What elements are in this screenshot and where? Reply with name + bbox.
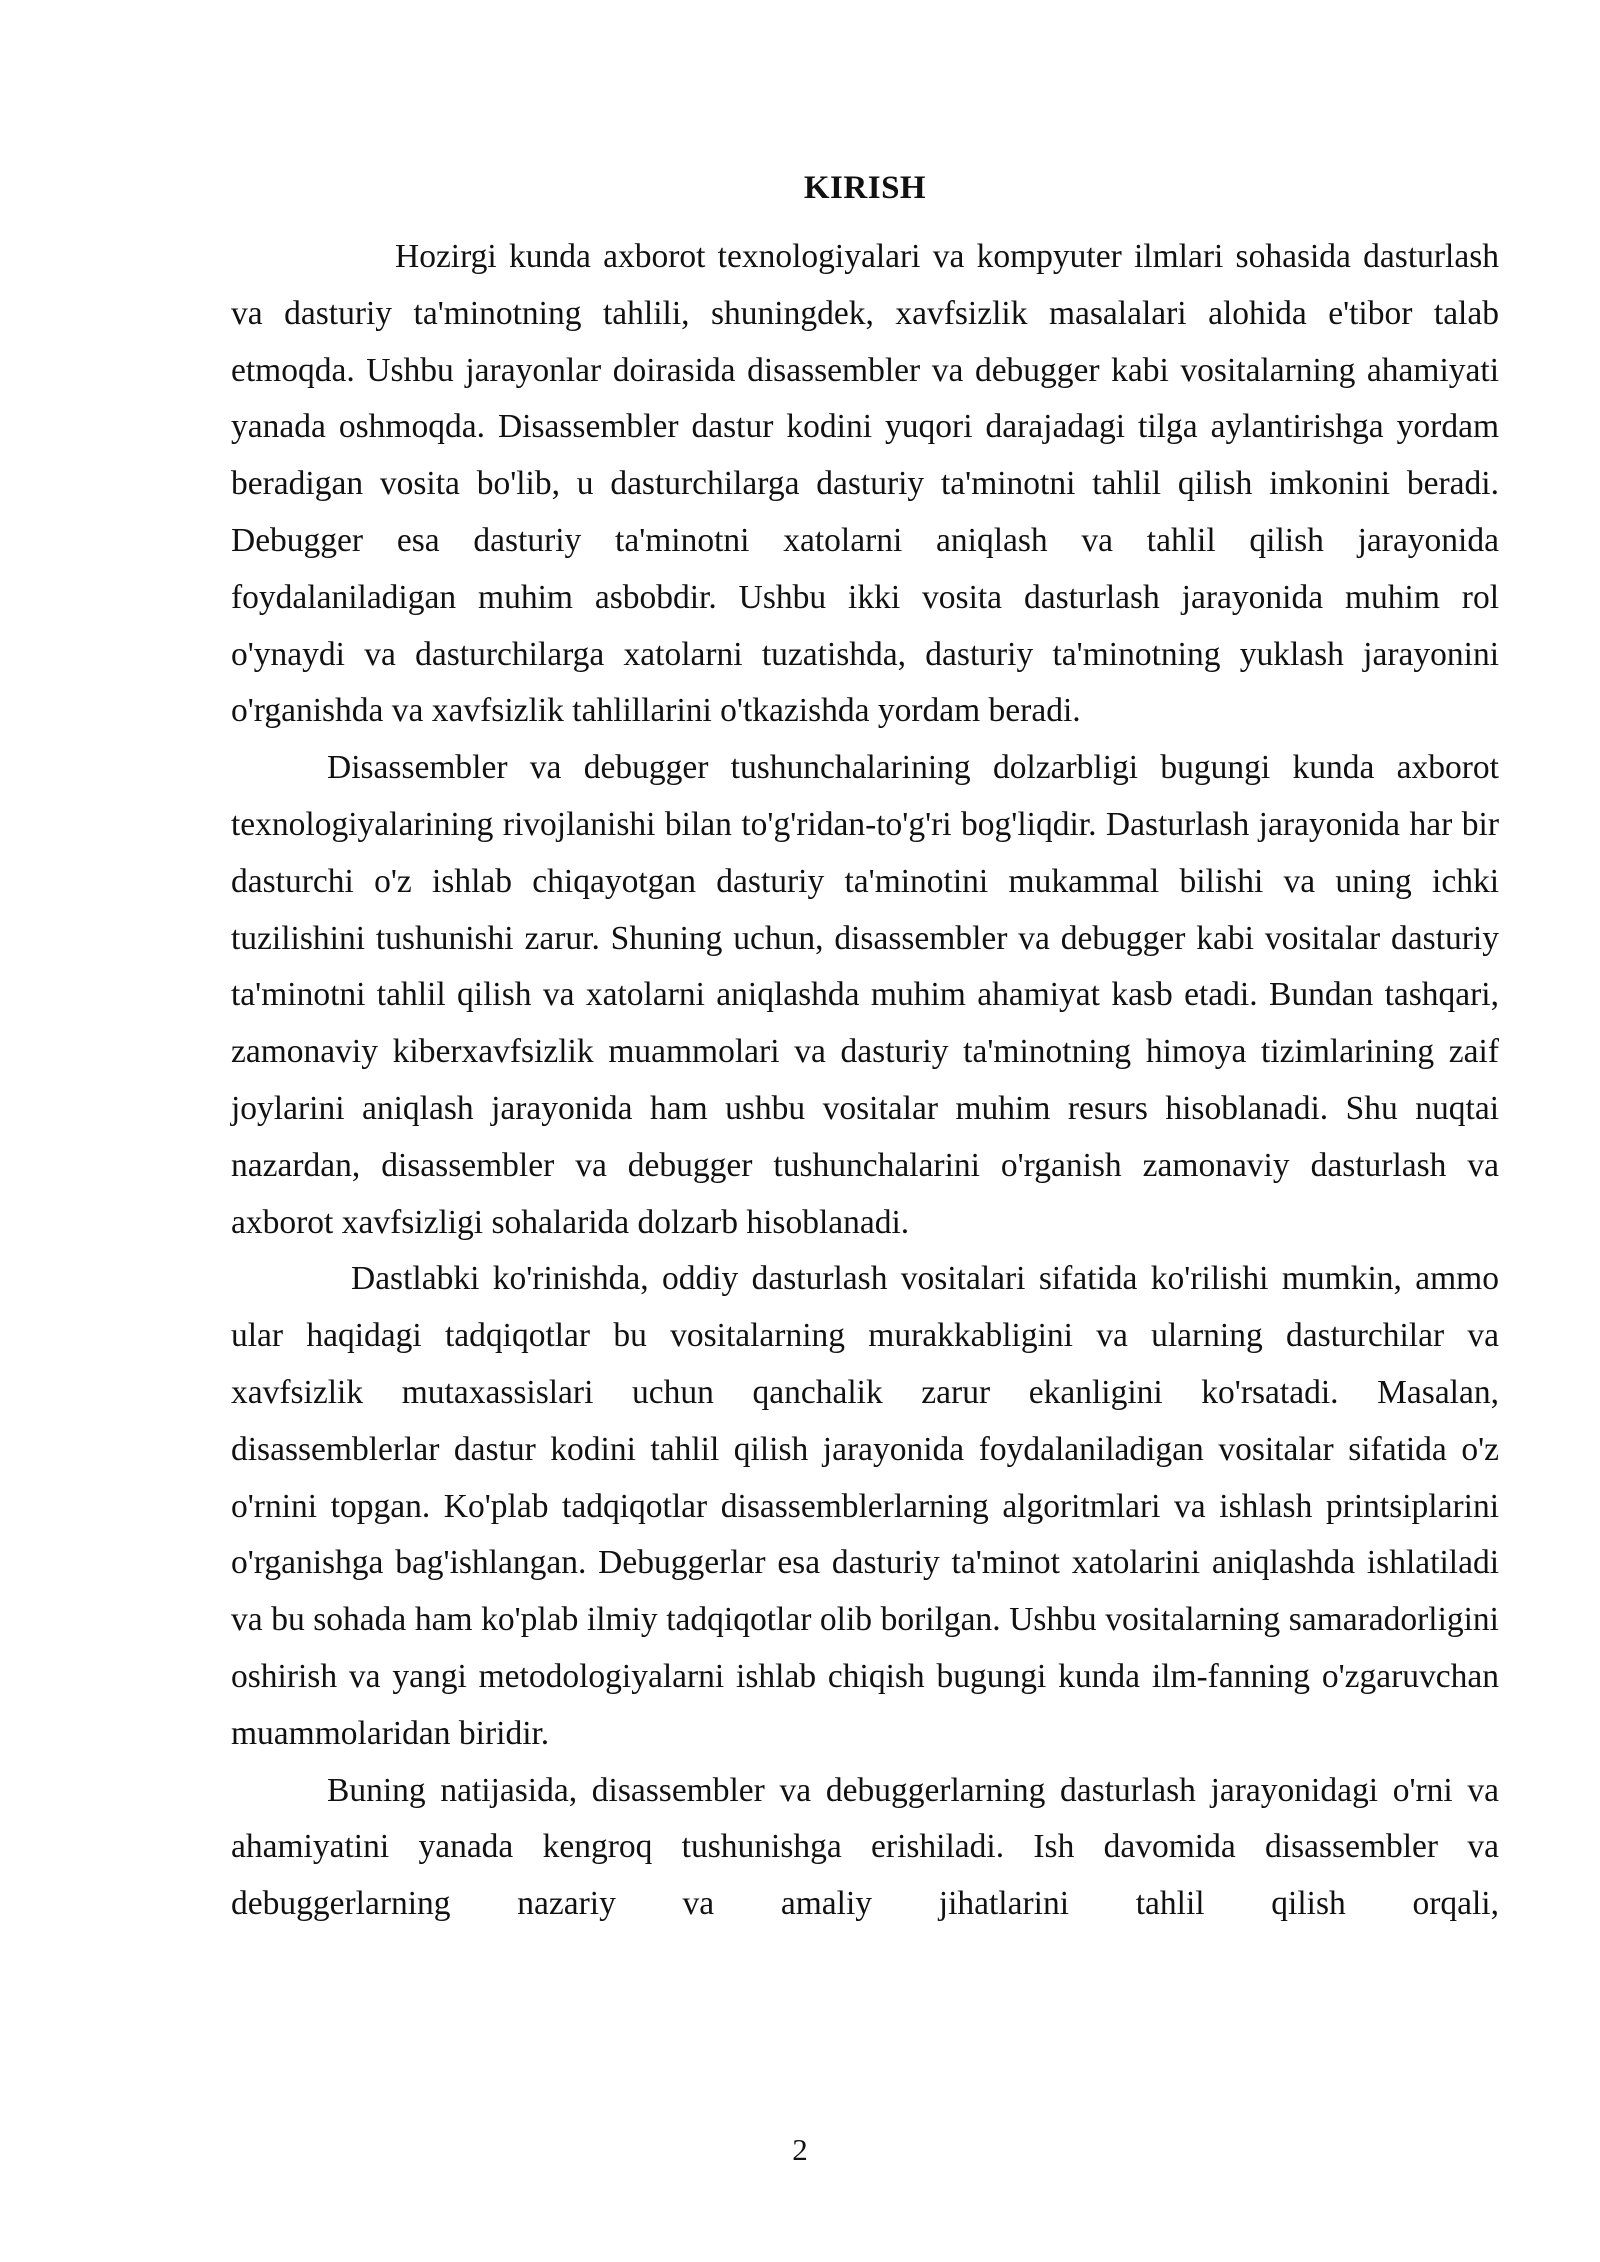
paragraph-conclusion: Buning natijasida, disassembler va debuggerlarning dasturlash jarayonidagi o'rni va ahamiyatini yanada kengroq tushunishga erishiladi. Ish davomida disassembler va debuggerlarning nazariy va amaliy jihatlarini tahlil qilish orqali, — [231, 1771, 1499, 1923]
page-content — [231, 160, 1499, 1933]
paragraph-research: Dastlabki ko'rinishda, oddiy dasturlash vositalari sifatida ko'rilishi mumkin, ammo ular haqidagi tadqiqotlar bu vositalarning murakkabligini va ularning dasturchilar va xavfsizlik mutaxassislari uchun qanchalik zarur ekanligini ko'rsatadi. Masalan, disassemblerlar dastur kodini tahlil qilish jarayonida foydalaniladigan vositalar sifatida o'z o'rnini topgan. Ko'plab tadqiqotlar disassemblerlarning algoritmlari va ishlash printsiplarini o'rganishga bag'ishlangan. Debuggerlar esa dasturiy ta'minot xatolarini aniqlashda ishlatiladi va bu sohada ham ko'plab ilmiy tadqiqotlar olib borilgan. Ushbu vositalarning samaradorligini oshirish va yangi metodologiyalarni ishlab chiqish bugungi kunda ilm-fanning o'zgaruvchan muammolaridan biridir. — [231, 1260, 1499, 1752]
paragraph-intro: Hozirgi kunda axborot texnologiyalari va kompyuter ilmlari sohasida dasturlash va dasturiy ta'minotning tahlili, shuningdek, xavfsizlik masalalari alohida e'tibor talab etmoqda. Ushbu jarayonlar doirasida disassembler va debugger kabi vositalarning ahamiyati yanada oshmoqda. Disassembler dastur kodini yuqori darajadagi tilga aylantirishga yordam beradigan vosita bo'lib, u dasturchilarga dasturiy ta'minotni tahlil qilish imkonini beradi. Debugger esa dasturiy ta'minotni xatolarni aniqlash va tahlil qilish jarayonida foydalaniladigan muhim asbobdir. Ushbu ikki vosita dasturlash jarayonida muhim rol o'ynaydi va dasturchilarga xatolarni tuzatishda, dasturiy ta'minotning yuklash jarayonini o'rganishda va xavfsizlik tahlillarini o'tkazishda yordam beradi. — [231, 238, 1499, 730]
page-title: KIRISH — [803, 170, 927, 206]
paragraph-relevance: Disassembler va debugger tushunchalarining dolzarbligi bugungi kunda axborot texnologiyalarining rivojlanishi bilan to'g'ridan-to'g'ri bog'liqdir. Dasturlash jarayonida har bir dasturchi o'z ishlab chiqayotgan dasturiy ta'minotini mukammal bilishi va uning ichki tuzilishini tushunishi zarur. Shuning uchun, disassembler va debugger kabi vositalar dasturiy ta'minotni tahlil qilish va xatolarni aniqlashda muhim ahamiyat kasb etadi. Bundan tashqari, zamonaviy kiberxavfsizlik muammolari va dasturiy ta'minotning himoya tizimlarining zaif joylarini aniqlash jarayonida ham ushbu vositalar muhim resurs hisoblanadi. Shu nuqtai nazardan, disassembler va debugger tushunchalarini o'rganish zamonaviy dasturlash va axborot xavfsizligi sohalarida dolzarb hisoblanadi. — [231, 749, 1499, 1241]
page-number: 2 — [792, 2132, 808, 2167]
